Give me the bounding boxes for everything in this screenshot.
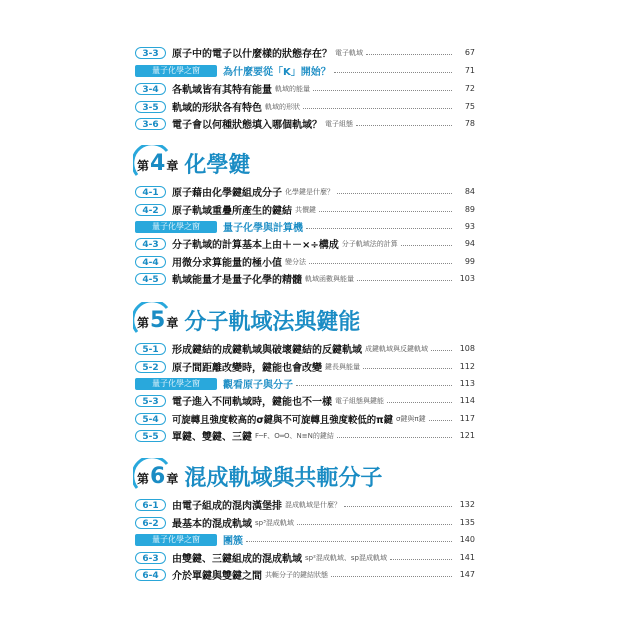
chapter-number-label: 第 6 章 bbox=[137, 463, 179, 489]
section-subtitle: 變分法 bbox=[285, 257, 306, 266]
window-badge: 量子化學之窗 bbox=[135, 65, 217, 77]
section-number: 5-5 bbox=[135, 430, 166, 442]
toc-entry-6-4[interactable] bbox=[135, 567, 475, 582]
section-number: 5-3 bbox=[135, 395, 166, 407]
toc-entry-5-3[interactable] bbox=[135, 393, 475, 408]
section-number: 4-1 bbox=[135, 186, 166, 198]
section-subtitle: 軌域函數與能量 bbox=[305, 274, 354, 283]
toc-entry-3-3[interactable] bbox=[135, 45, 475, 60]
section-title: 單鍵、雙鍵、三鍵 bbox=[172, 432, 252, 443]
chapter-5-heading[interactable] bbox=[133, 302, 360, 338]
section-subtitle: 成鍵軌域與反鍵軌域 bbox=[365, 344, 428, 353]
toc-entry-5-4[interactable] bbox=[135, 411, 475, 426]
section-number: 6-2 bbox=[135, 517, 166, 529]
section-subtitle: 軌域的形狀 bbox=[265, 102, 300, 111]
section-title: 形成鍵結的成鍵軌域與破壞鍵結的反鍵軌域 bbox=[172, 345, 362, 356]
section-title: 由雙鍵、三鍵組成的混成軌域 bbox=[172, 554, 302, 565]
section-number: 4-5 bbox=[135, 273, 166, 285]
chapter-title: 化學鍵 bbox=[184, 152, 251, 178]
section-subtitle: 分子軌域法的計算 bbox=[341, 239, 398, 248]
page-number: 103 bbox=[459, 274, 475, 283]
section-number: 3-3 bbox=[135, 47, 166, 59]
page-number: 99 bbox=[464, 257, 475, 266]
toc-entry-5-1[interactable] bbox=[135, 341, 475, 356]
section-title: 為什麼要從「K」開始？ bbox=[223, 67, 331, 78]
toc-entry-4-3[interactable] bbox=[135, 236, 475, 251]
chapter-title: 混成軌域與共軛分子 bbox=[184, 465, 383, 491]
toc-entry-6-1[interactable] bbox=[135, 497, 475, 512]
section-subtitle: 軌域的能量 bbox=[275, 84, 310, 93]
toc-entry-window-6[interactable] bbox=[135, 532, 475, 547]
toc-entry-5-5[interactable] bbox=[135, 428, 475, 443]
chapter-4-heading[interactable] bbox=[133, 145, 250, 181]
chapter-title: 分子軌域法與鍵能 bbox=[184, 309, 361, 335]
page-number: 94 bbox=[464, 239, 475, 248]
page-number: 108 bbox=[459, 344, 475, 353]
toc-entry-4-4[interactable] bbox=[135, 254, 475, 269]
section-number: 5-2 bbox=[135, 361, 166, 373]
leader-dots bbox=[306, 227, 452, 229]
toc-entry-window-4[interactable] bbox=[135, 219, 475, 234]
section-subtitle: F─F、O═O、N≡N的鍵結 bbox=[255, 431, 334, 440]
section-title: 最基本的混成軌域 bbox=[172, 519, 252, 530]
leader-dots bbox=[357, 279, 452, 281]
section-title: 原子藉由化學鍵組成分子 bbox=[172, 188, 282, 199]
page-number: 121 bbox=[459, 431, 475, 440]
leader-dots bbox=[344, 505, 452, 507]
chapter-number-label: 第 4 章 bbox=[137, 150, 179, 176]
section-number: 4-4 bbox=[135, 256, 166, 268]
section-subtitle: 電子軌域 bbox=[335, 48, 363, 57]
leader-dots bbox=[431, 349, 452, 351]
section-number: 4-2 bbox=[135, 204, 166, 216]
section-subtitle: 共價鍵 bbox=[295, 205, 316, 214]
section-subtitle: 共軛分子的鍵結狀態 bbox=[265, 570, 328, 579]
section-subtitle: 鍵長與能量 bbox=[325, 362, 360, 371]
section-title: 觀看原子與分子 bbox=[223, 380, 293, 391]
toc-entry-4-2[interactable] bbox=[135, 202, 475, 217]
leader-dots bbox=[297, 523, 452, 525]
section-number: 5-1 bbox=[135, 343, 166, 355]
page-number: 75 bbox=[464, 102, 475, 111]
toc-entry-3-4[interactable] bbox=[135, 81, 475, 96]
section-title: 軌域能量才是量子化學的精髓 bbox=[172, 275, 302, 286]
section-number: 5-4 bbox=[135, 413, 166, 425]
leader-dots bbox=[429, 419, 452, 421]
section-number: 6-3 bbox=[135, 552, 166, 564]
page-number: 112 bbox=[459, 362, 475, 371]
section-number: 6-1 bbox=[135, 499, 166, 511]
toc-entry-4-5[interactable] bbox=[135, 271, 475, 286]
leader-dots bbox=[363, 367, 452, 369]
window-badge: 量子化學之窗 bbox=[135, 378, 217, 390]
window-badge: 量子化學之窗 bbox=[135, 534, 217, 546]
section-title: 介於單鍵與雙鍵之間 bbox=[172, 571, 262, 582]
page-number: 147 bbox=[459, 570, 475, 579]
page-number: 78 bbox=[464, 119, 475, 128]
section-title: 原子間距離改變時，鍵能也會改變 bbox=[172, 363, 322, 374]
leader-dots bbox=[337, 436, 452, 438]
leader-dots bbox=[303, 107, 452, 109]
leader-dots bbox=[390, 558, 452, 560]
section-number: 4-3 bbox=[135, 238, 166, 250]
leader-dots bbox=[401, 244, 452, 246]
chapter-6-heading[interactable] bbox=[133, 458, 382, 494]
section-number: 3-6 bbox=[135, 118, 166, 130]
section-subtitle: σ鍵與π鍵 bbox=[395, 414, 426, 423]
leader-dots bbox=[309, 262, 452, 264]
section-title: 各軌域皆有其特有能量 bbox=[172, 85, 272, 96]
leader-dots bbox=[334, 71, 452, 73]
section-subtitle: sp³混成軌域 bbox=[255, 518, 294, 527]
section-subtitle: sp²混成軌域、sp混成軌域 bbox=[305, 553, 387, 562]
section-title: 分子軌域的計算基本上由＋－×÷構成 bbox=[172, 240, 339, 251]
toc-entry-5-2[interactable] bbox=[135, 359, 475, 374]
page-number: 67 bbox=[464, 48, 475, 57]
section-title: 原子軌域重疊所產生的鍵結 bbox=[172, 206, 292, 217]
section-subtitle: 電子組態 bbox=[325, 119, 353, 128]
toc-entry-3-5[interactable] bbox=[135, 99, 475, 114]
chapter-number-label: 第 5 章 bbox=[137, 307, 179, 333]
section-subtitle: 電子組態與鍵能 bbox=[335, 396, 384, 405]
window-badge: 量子化學之窗 bbox=[135, 221, 217, 233]
section-number: 6-4 bbox=[135, 569, 166, 581]
leader-dots bbox=[296, 384, 452, 386]
leader-dots bbox=[356, 124, 452, 126]
page-number: 140 bbox=[459, 535, 475, 544]
section-title: 可旋轉且強度較高的σ鍵與不可旋轉且強度較低的π鍵 bbox=[172, 414, 393, 426]
section-number: 3-4 bbox=[135, 83, 166, 95]
toc-entry-window-5[interactable] bbox=[135, 376, 475, 391]
section-title: 電子會以何種狀態填入哪個軌域？ bbox=[172, 120, 322, 131]
section-title: 用微分求算能量的極小值 bbox=[172, 258, 282, 269]
page-number: 141 bbox=[459, 553, 475, 562]
page-number: 117 bbox=[459, 414, 475, 423]
leader-dots bbox=[246, 540, 452, 542]
toc-entry-6-2[interactable] bbox=[135, 515, 475, 530]
leader-dots bbox=[387, 401, 452, 403]
toc-entry-6-3[interactable] bbox=[135, 550, 475, 565]
section-title: 量子化學與計算機 bbox=[223, 223, 303, 234]
section-number: 3-5 bbox=[135, 101, 166, 113]
leader-dots bbox=[337, 192, 452, 194]
section-title: 團簇 bbox=[223, 536, 243, 547]
section-subtitle: 混成軌域是什麼？ bbox=[285, 500, 341, 509]
leader-dots bbox=[331, 575, 452, 577]
page-number: 113 bbox=[459, 379, 475, 388]
section-title: 電子進入不同軌域時，鍵能也不一樣 bbox=[172, 397, 332, 408]
page-number: 93 bbox=[464, 222, 475, 231]
section-title: 由電子組成的混肉漢堡排 bbox=[172, 501, 282, 512]
leader-dots bbox=[366, 53, 452, 55]
page-number: 72 bbox=[464, 84, 475, 93]
toc-entry-3-6[interactable] bbox=[135, 116, 475, 131]
page-number: 135 bbox=[459, 518, 475, 527]
toc-entry-window-3[interactable] bbox=[135, 63, 475, 78]
page-number: 132 bbox=[459, 500, 475, 509]
section-title: 原子中的電子以什麼樣的狀態存在？ bbox=[172, 49, 332, 60]
page-number: 71 bbox=[464, 66, 475, 75]
section-subtitle: 化學鍵是什麼？ bbox=[285, 187, 334, 196]
leader-dots bbox=[319, 210, 452, 212]
leader-dots bbox=[313, 89, 452, 91]
section-title: 軌域的形狀各有特色 bbox=[172, 103, 262, 114]
page-number: 84 bbox=[464, 187, 475, 196]
toc-entry-4-1[interactable] bbox=[135, 184, 475, 199]
page-number: 89 bbox=[464, 205, 475, 214]
page-number: 114 bbox=[459, 396, 475, 405]
